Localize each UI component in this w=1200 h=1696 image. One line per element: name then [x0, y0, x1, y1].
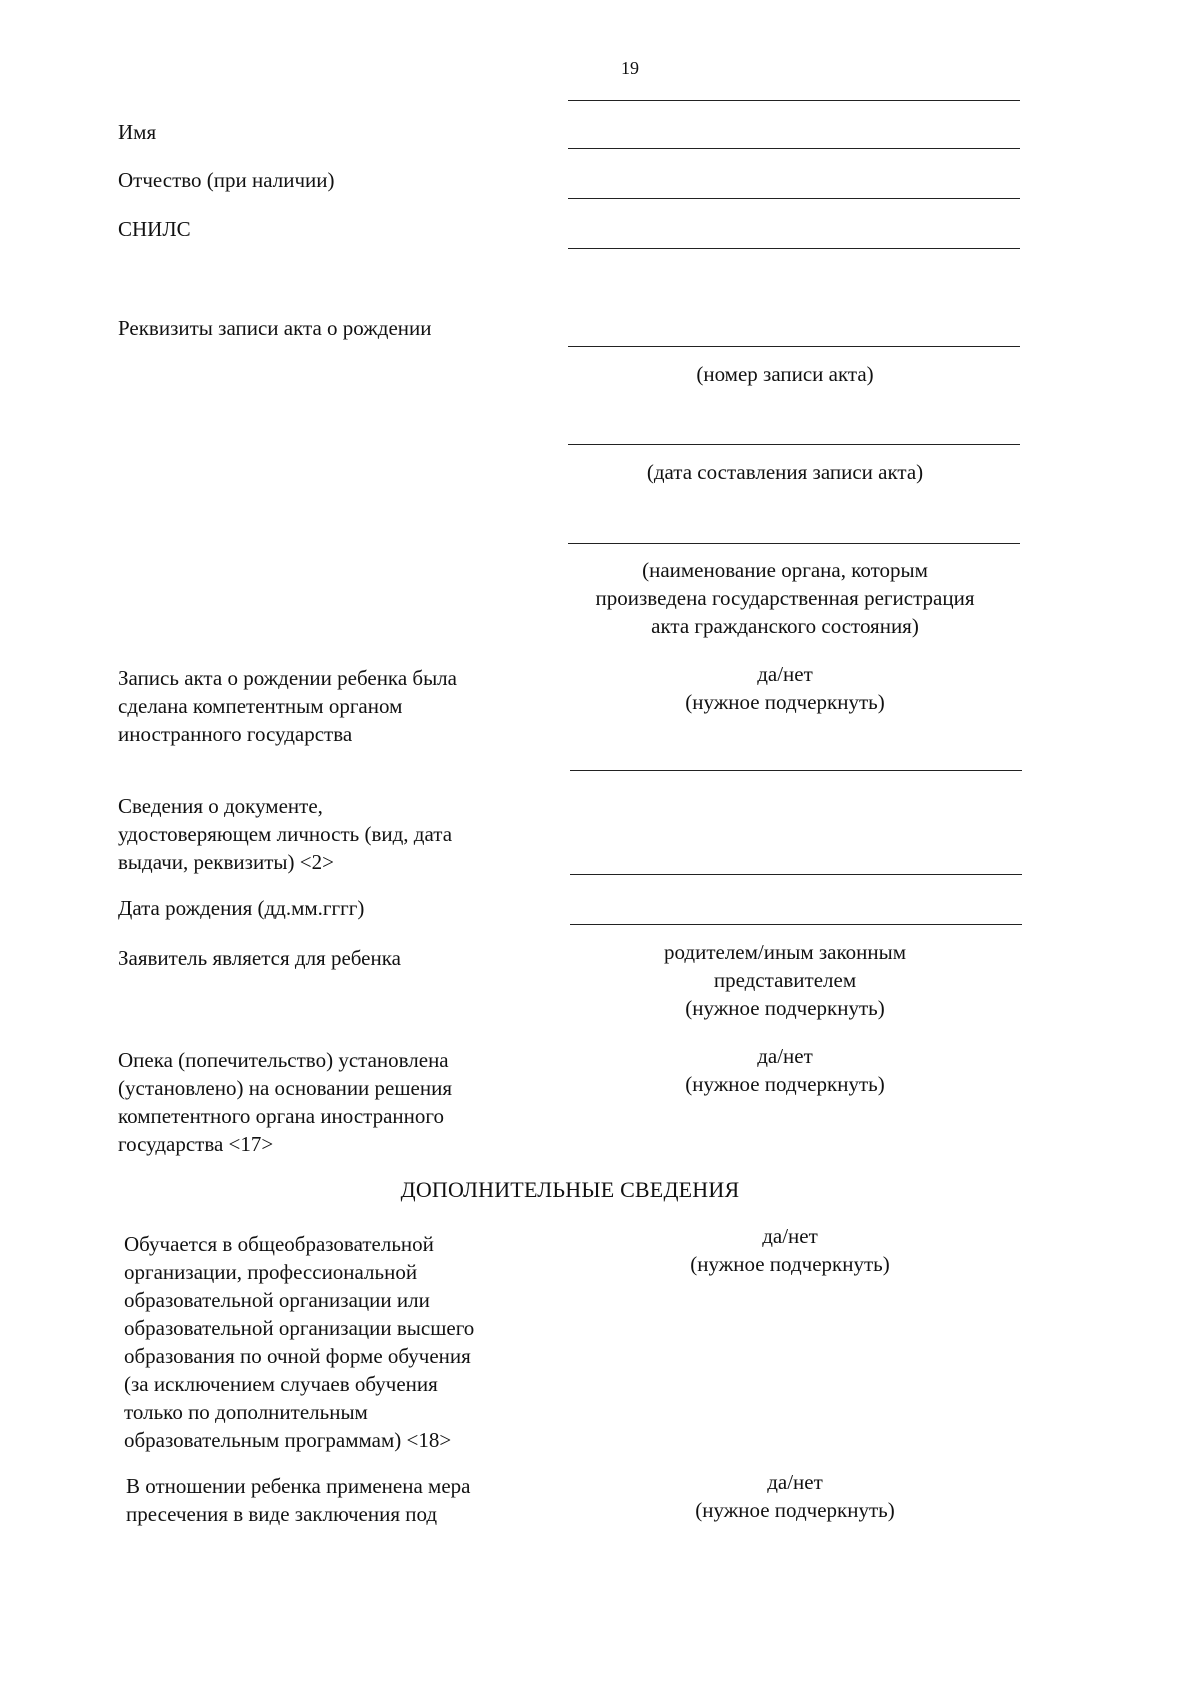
underline-hint: (нужное подчеркнуть) — [690, 1252, 890, 1276]
label-line: сделана компетентным органом — [118, 694, 403, 718]
label-line: В отношении ребенка применена мера — [126, 1474, 471, 1498]
patronymic-label: Отчество (при наличии) — [118, 168, 335, 192]
custody-measure-label — [126, 1472, 586, 1528]
birth-record-details-label: Реквизиты записи акта о рождении — [118, 316, 432, 340]
label-line: Сведения о документе, — [118, 794, 323, 818]
label-line: компетентного органа иностранного — [118, 1104, 444, 1128]
label-line: образовательным программам) <18> — [124, 1428, 452, 1452]
label-line: образовательной организации высшего — [124, 1316, 475, 1340]
registry-authority-caption — [560, 556, 1010, 640]
caption-line: (наименование органа, которым — [642, 558, 928, 582]
identity-document-fill-line-2[interactable] — [570, 874, 1022, 875]
caption-line: акта гражданского состояния) — [651, 614, 919, 638]
full-time-study-choice — [565, 1222, 1015, 1278]
label-line: выдачи, реквизиты) <2> — [118, 850, 334, 874]
record-date-caption: (дата составления записи акта) — [646, 460, 924, 484]
label-line: организации, профессиональной — [124, 1260, 418, 1284]
snils-fill-line[interactable] — [568, 248, 1020, 249]
registry-authority-fill-line[interactable] — [568, 543, 1020, 544]
birth-date-label: Дата рождения (дд.мм.гггг) — [118, 896, 365, 920]
label-line: Запись акта о рождении ребенка была — [118, 666, 457, 690]
record-number-fill-line[interactable] — [568, 346, 1020, 347]
additional-info-heading: ДОПОЛНИТЕЛЬНЫЕ СВЕДЕНИЯ — [400, 1177, 740, 1202]
first-name-label: Имя — [118, 120, 157, 144]
label-line: Опека (попечительство) установлена — [118, 1048, 449, 1072]
yes-no-options[interactable]: да/нет — [757, 662, 813, 686]
surname-fill-line[interactable] — [568, 100, 1020, 101]
custody-measure-choice — [570, 1468, 1020, 1524]
foreign-record-choice — [560, 660, 1010, 716]
page-number: 19 — [621, 58, 639, 78]
patronymic-fill-line[interactable] — [568, 198, 1020, 199]
label-line: пресечения в виде заключения под — [126, 1502, 438, 1526]
label-line: образования по очной форме обучения — [124, 1344, 471, 1368]
label-line: только по дополнительным — [124, 1400, 368, 1424]
record-date-fill-line[interactable] — [568, 444, 1020, 445]
underline-hint: (нужное подчеркнуть) — [685, 1072, 885, 1096]
relation-option-line[interactable]: представителем — [713, 968, 857, 992]
label-line: государства <17> — [118, 1132, 274, 1156]
label-line: удостоверяющем личность (вид, дата — [118, 822, 453, 846]
underline-hint: (нужное подчеркнуть) — [685, 690, 885, 714]
full-time-study-label — [124, 1230, 584, 1454]
first-name-fill-line[interactable] — [568, 148, 1020, 149]
foreign-record-label — [118, 664, 558, 748]
label-line: иностранного государства — [118, 722, 353, 746]
applicant-relation-choice — [560, 938, 1010, 1022]
label-line: Обучается в общеобразовательной — [124, 1232, 434, 1256]
snils-label: СНИЛС — [118, 217, 191, 241]
relation-option-line[interactable]: родителем/иным законным — [664, 940, 906, 964]
label-line: образовательной организации или — [124, 1288, 430, 1312]
label-line: (установлено) на основании решения — [118, 1076, 452, 1100]
guardianship-label — [118, 1046, 558, 1158]
yes-no-options[interactable]: да/нет — [757, 1044, 813, 1068]
identity-document-fill-line-1[interactable] — [570, 770, 1022, 771]
applicant-relation-label: Заявитель является для ребенка — [118, 946, 401, 970]
yes-no-options[interactable]: да/нет — [762, 1224, 818, 1248]
underline-hint: (нужное подчеркнуть) — [685, 996, 885, 1020]
birth-date-fill-line[interactable] — [570, 924, 1022, 925]
underline-hint: (нужное подчеркнуть) — [695, 1498, 895, 1522]
identity-document-label — [118, 792, 558, 876]
caption-line: произведена государственная регистрация — [595, 586, 975, 610]
guardianship-choice — [560, 1042, 1010, 1098]
record-number-caption: (номер записи акта) — [696, 362, 874, 386]
yes-no-options[interactable]: да/нет — [767, 1470, 823, 1494]
label-line: (за исключением случаев обучения — [124, 1372, 438, 1396]
